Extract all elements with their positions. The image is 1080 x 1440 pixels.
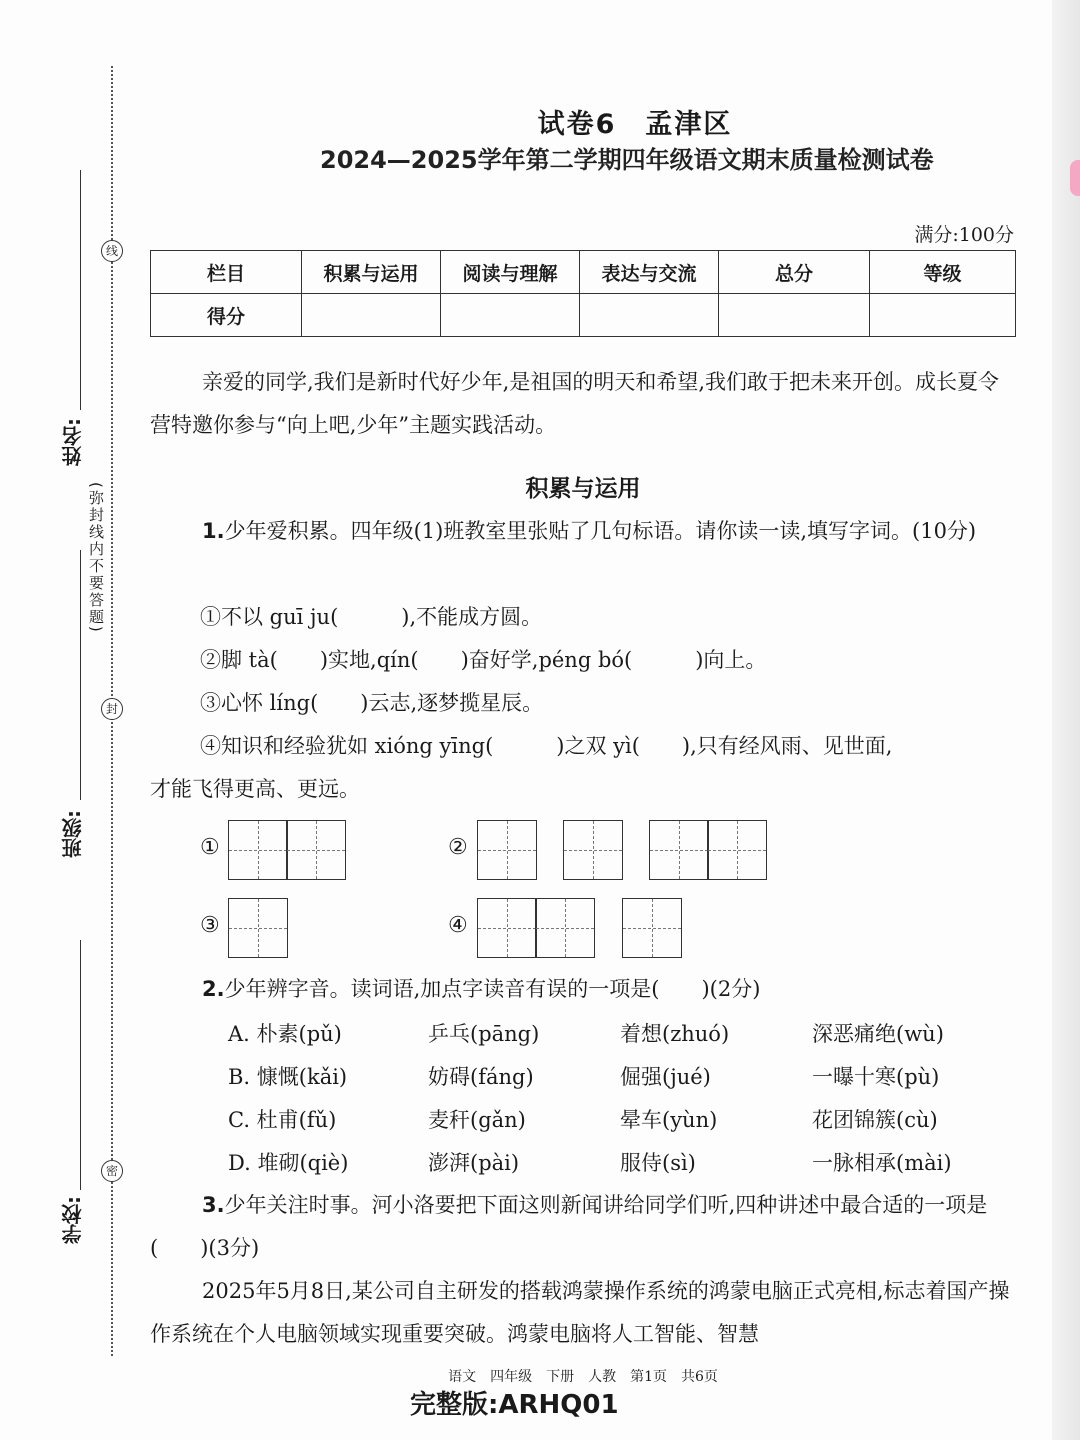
q1-line-1: ①不以 guī ju( ),不能成方圆。 [200, 605, 543, 629]
score-header-cell: 阅读与理解 [441, 251, 580, 294]
option-c-2: 麦秆(gǎn) [428, 1108, 526, 1132]
score-table-header-row [151, 251, 1016, 294]
page-edge-shadow [1052, 0, 1080, 1440]
name-field-line[interactable] [80, 170, 81, 410]
writing-box-4a[interactable] [478, 898, 595, 958]
binding-char-feng: 封 [101, 698, 123, 720]
score-row-label: 得分 [151, 294, 302, 337]
question-1 [150, 510, 1020, 553]
score-header-cell: 总分 [719, 251, 870, 294]
school-field-line[interactable] [80, 940, 81, 1190]
question-text: 少年爱积累。四年级(1)班教室里张贴了几句标语。请你读一读,填写字词。(10分) [224, 519, 977, 543]
q1-line-5: 才能飞得更高、更远。 [150, 777, 360, 801]
score-header-cell: 等级 [870, 251, 1016, 294]
option-b-4: 一曝十寒(pù) [812, 1065, 940, 1089]
page-edge-mark [1070, 160, 1080, 196]
writing-cell[interactable] [563, 820, 623, 880]
score-cell[interactable] [441, 294, 580, 337]
box-label-1: ① [200, 835, 220, 860]
binding-notice: (弥封线内不要答题) [87, 482, 105, 634]
score-header-cell: 表达与交流 [580, 251, 719, 294]
writing-box-1[interactable] [229, 820, 346, 880]
question-3 [150, 1184, 1020, 1270]
score-header-cell: 积累与运用 [302, 251, 441, 294]
class-label: 班级: [61, 810, 85, 858]
option-d-1: D. 堆砌(qiè) [228, 1151, 349, 1175]
exam-title: 试卷6 孟津区 [537, 109, 733, 140]
writing-cell[interactable] [286, 820, 346, 880]
option-c-4: 花团锦簇(cù) [812, 1108, 938, 1132]
option-d-2: 澎湃(pài) [428, 1151, 520, 1175]
score-table [150, 250, 1016, 337]
writing-box-2a[interactable] [478, 820, 537, 880]
option-a-1: A. 朴素(pǔ) [228, 1022, 342, 1046]
full-score: 满分:100分 [914, 224, 1014, 246]
name-label: 姓名: [61, 418, 85, 466]
writing-cell[interactable] [477, 820, 537, 880]
q1-line-2: ②脚 tà( )实地,qín( )奋好学,péng bó( )向上。 [200, 648, 767, 672]
school-label: 学校: [61, 1196, 85, 1244]
option-b-2: 妨碍(fáng) [428, 1065, 534, 1089]
option-a-4: 深恶痛绝(wù) [812, 1022, 944, 1046]
score-cell[interactable] [580, 294, 719, 337]
writing-cell[interactable] [622, 898, 682, 958]
binding-char-mi: 密 [101, 1160, 123, 1182]
option-b-3: 倔强(jué) [620, 1065, 711, 1089]
question-number: 3. [202, 1193, 225, 1217]
class-field-line[interactable] [80, 550, 81, 800]
box-label-4: ④ [448, 913, 468, 938]
option-d-3: 服侍(sì) [620, 1151, 696, 1175]
q1-line-4: ④知识和经验犹如 xióng yīng( )之双 yì( ),只有经风雨、见世面, [200, 734, 893, 758]
option-c-1: C. 杜甫(fǔ) [228, 1108, 337, 1132]
writing-cell[interactable] [228, 820, 288, 880]
q1-line-3: ③心怀 líng( )云志,逐梦揽星辰。 [200, 691, 544, 715]
question-text: 少年辨字音。读词语,加点字读音有误的一项是( )(2分) [224, 977, 761, 1001]
news-paragraph: 2025年5月8日,某公司自主研发的搭载鸿蒙操作系统的鸿蒙电脑正式亮相,标志着国产操作系统在个人电脑领域实现重要突破。鸿蒙电脑将人工智能、智慧 [150, 1279, 1010, 1346]
score-cell[interactable] [870, 294, 1016, 337]
writing-cell[interactable] [649, 820, 709, 880]
option-b-1: B. 慷慨(kǎi) [228, 1065, 348, 1089]
option-a-2: 乒乓(pāng) [428, 1022, 540, 1046]
writing-cell[interactable] [535, 898, 595, 958]
writing-box-3[interactable] [229, 898, 288, 958]
box-label-3: ③ [200, 913, 220, 938]
writing-cell[interactable] [707, 820, 767, 880]
page-footer: 语文 四年级 下册 人教 第1页 共6页 [448, 1369, 718, 1385]
question-number: 2. [202, 977, 225, 1001]
writing-box-4b[interactable] [623, 898, 682, 958]
score-header-cell: 栏目 [151, 251, 302, 294]
question-number: 1. [202, 519, 225, 543]
score-cell[interactable] [719, 294, 870, 337]
exam-subtitle: 2024—2025学年第二学期四年级语文期末质量检测试卷 [320, 146, 934, 174]
writing-box-2b[interactable] [564, 820, 623, 880]
box-label-2: ② [448, 835, 468, 860]
intro-paragraph: 亲爱的同学,我们是新时代好少年,是祖国的明天和希望,我们敢于把未来开创。成长夏令营特邀你参与“向上吧,少年”主题实践活动。 [150, 370, 1000, 437]
writing-cell[interactable] [228, 898, 288, 958]
question-text: 少年关注时事。河小洛要把下面这则新闻讲给同学们听,四种讲述中最合适的一项是( )(3分) [150, 1193, 988, 1260]
question-2 [150, 968, 1020, 1011]
option-a-3: 着想(zhuó) [620, 1022, 730, 1046]
score-cell[interactable] [302, 294, 441, 337]
binding-char-xian: 线 [101, 240, 123, 262]
section-title: 积累与运用 [525, 476, 641, 502]
option-d-4: 一脉相承(mài) [812, 1151, 952, 1175]
option-c-3: 晕车(yùn) [620, 1108, 718, 1132]
watermark-code: 完整版:ARHQ01 [410, 1390, 619, 1420]
writing-cell[interactable] [477, 898, 537, 958]
writing-box-2c[interactable] [650, 820, 767, 880]
score-table-score-row [151, 294, 1016, 337]
